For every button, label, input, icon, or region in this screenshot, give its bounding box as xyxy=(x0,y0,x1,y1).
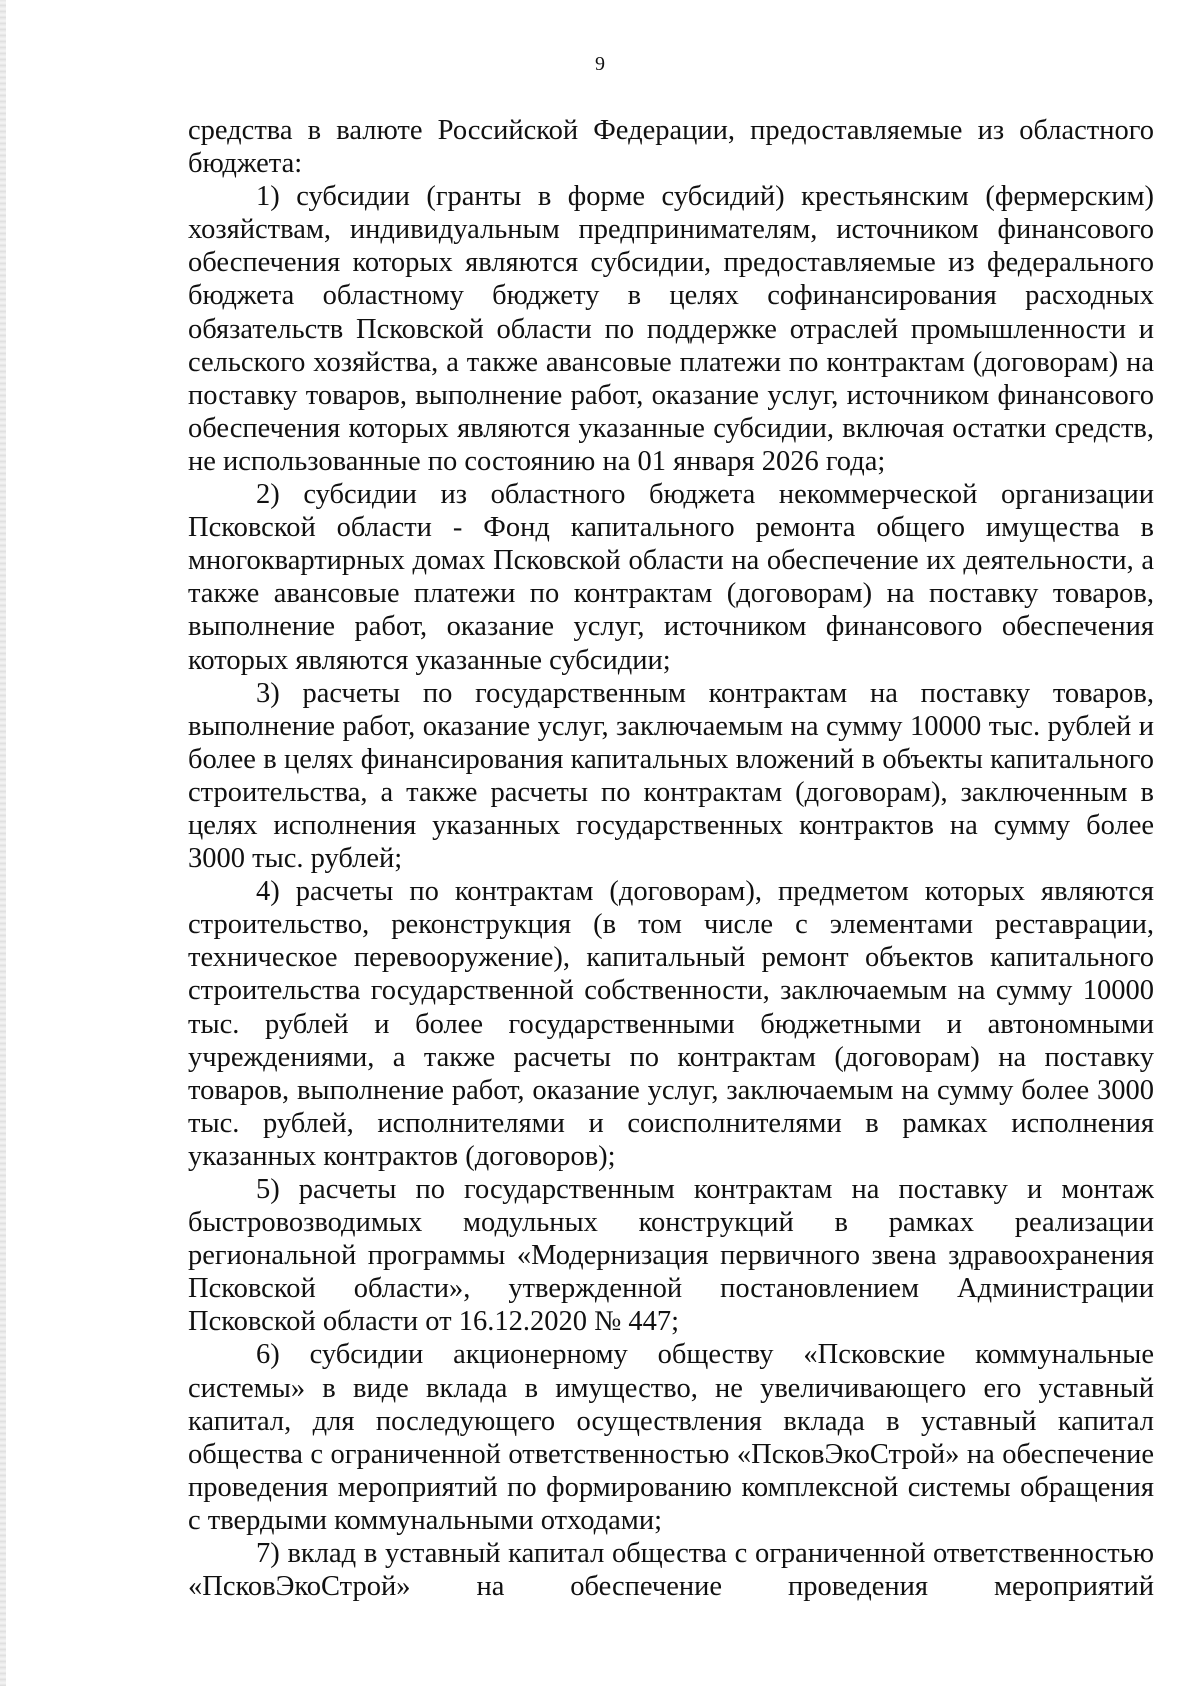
scan-edge xyxy=(0,0,6,1686)
page-number: 9 xyxy=(595,53,605,75)
paragraph-item-2: 2) субсидии из областного бюджета некоммерческой организации Псковской области - Фонд капитального ремонта общего имущества в многоквартирных домах Псковской области на обеспечение их деятельности, а также авансовые платежи по контрактам (договорам) на поставку товаров, выполнение работ, оказание услуг, источником финансового обеспечения которых являются указанные субсидии; xyxy=(188,479,1154,676)
paragraph-item-7: 7) вклад в уставный капитал общества с ограниченной ответственностью «ПсковЭкоСтрой» на обеспечение проведения мероприятий xyxy=(188,1538,1154,1603)
paragraph-item-3: 3) расчеты по государственным контрактам на поставку товаров, выполнение работ, оказание услуг, заключаемым на сумму 10000 тыс. рублей и более в целях финансирования капитальных вложений в объекты капитального строительства, а также расчеты по контрактам (договорам), заключенным в целях исполнения указанных государственных контрактов на сумму более 3000 тыс. рублей; xyxy=(188,677,1154,875)
document-body xyxy=(188,114,1154,1603)
paragraph-item-4: 4) расчеты по контрактам (договорам), предметом которых являются строительство, реконструкция (в том числе с элементами реставрации, техническое перевооружение), капитальный ремонт объектов капитального строительства государственной собственности, заключаемым на сумму 10000 тыс. рублей и более государственными бюджетными и автономными учреждениями, а также расчеты по контрактам (договорам) на поставку товаров, выполнение работ, оказание услуг, заключаемым на сумму более 3000 тыс. рублей, исполнителями и соисполнителями в рамках исполнения указанных контрактов (договоров); xyxy=(188,876,1154,1172)
paragraph-intro: средства в валюте Российской Федерации, предоставляемые из областного бюджета: xyxy=(188,115,1154,180)
paragraph-item-6: 6) субсидии акционерному обществу «Псковские коммунальные системы» в виде вклада в имущество, не увеличивающего его уставный капитал, для последующего осуществления вклада в уставный капитал общества с ограниченной ответственностью «ПсковЭкоСтрой» на обеспечение проведения мероприятий по формированию комплексной системы обращения с твердыми коммунальными отходами; xyxy=(188,1339,1154,1536)
paragraph-item-5: 5) расчеты по государственным контрактам на поставку и монтаж быстровозводимых модульных конструкций в рамках реализации региональной программы «Модернизация первичного звена здравоохранения Псковской области», утвержденной постановлением Администрации Псковской области от 16.12.2020 № 447; xyxy=(188,1174,1154,1338)
paragraph-item-1: 1) субсидии (гранты в форме субсидий) крестьянским (фермерским) хозяйствам, индивидуальным предпринимателям, источником финансового обеспечения которых являются субсидии, предоставляемые из федерального бюджета областному бюджету в целях софинансирования расходных обязательств Псковской области по поддержке отраслей промышленности и сельского хозяйства, а также авансовые платежи по контрактам (договорам) на поставку товаров, выполнение работ, оказание услуг, источником финансового обеспечения которых являются указанные субсидии, включая остатки средств, не использованные по состоянию на 01 января 2026 года; xyxy=(188,181,1154,477)
